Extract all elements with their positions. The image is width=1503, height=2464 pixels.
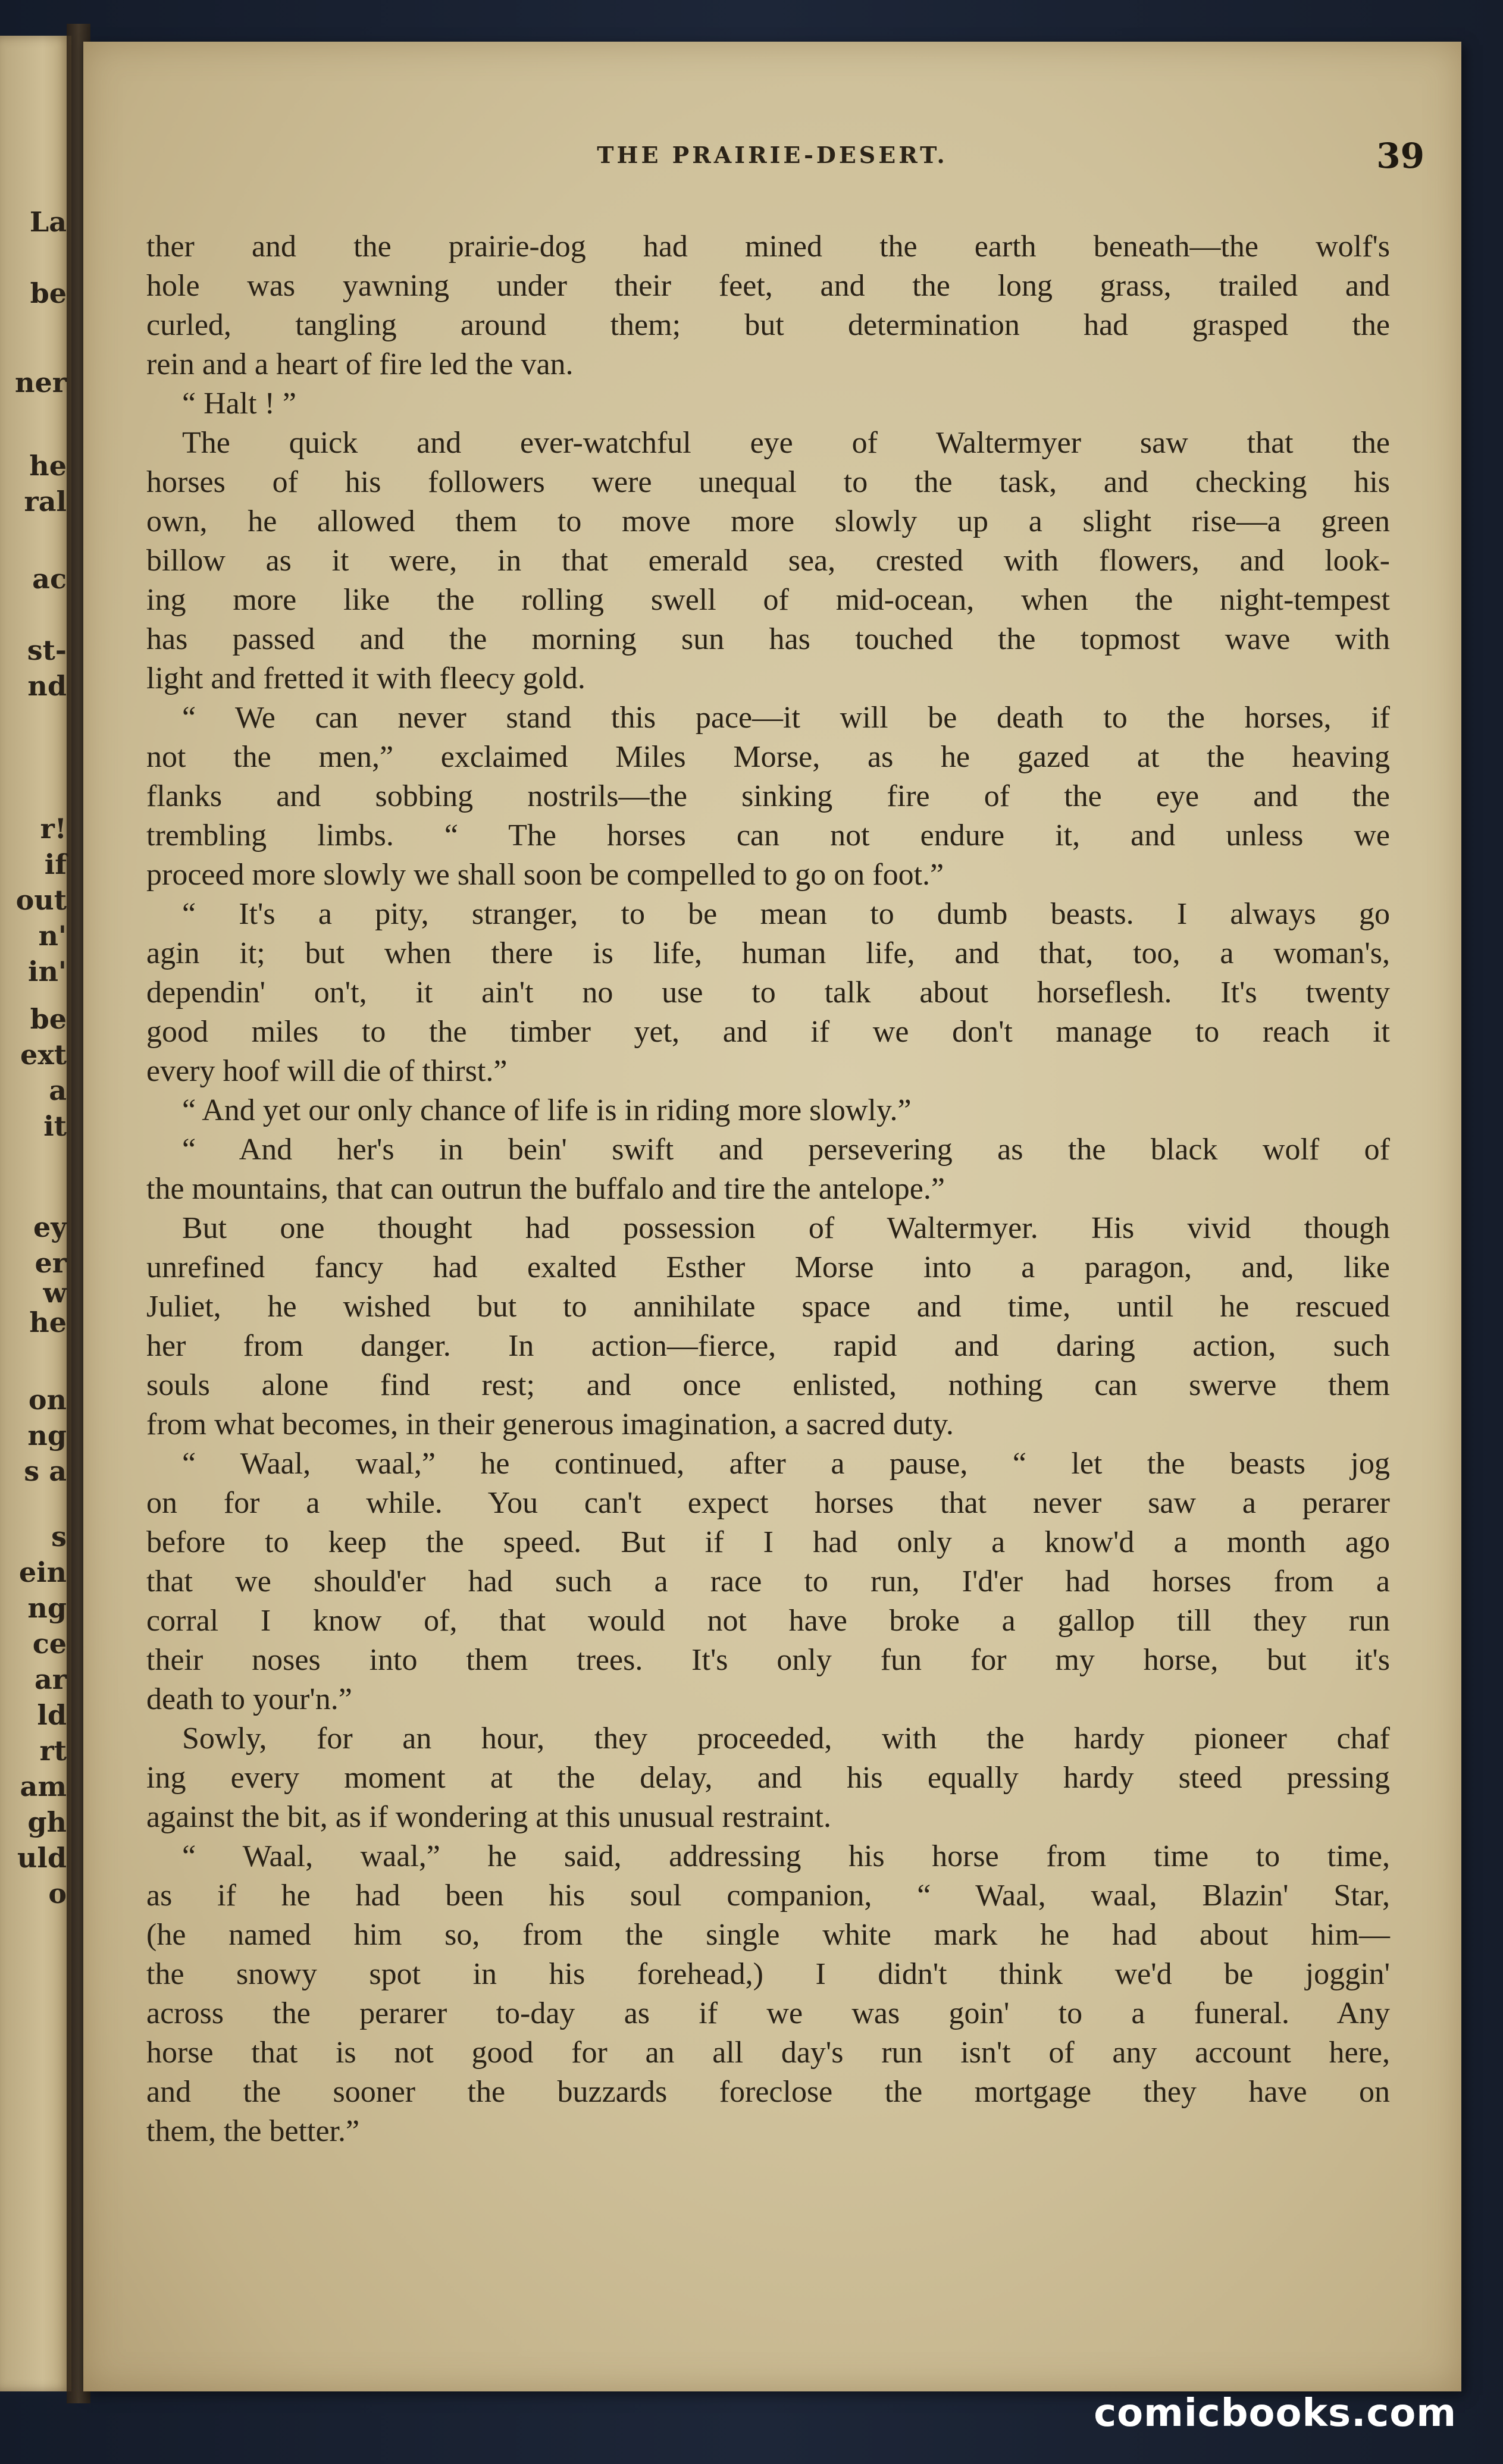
facing-page-fragment: st- [27,634,67,666]
text-line: Sowly, for an hour, they proceeded, with the hardy pioneer chaf [182,1722,1390,1755]
facing-page-fragment: o [48,1877,67,1910]
text-line: horse that is not good for an all day's run isn't of any account here, [146,2036,1390,2070]
facing-page-fragment: gh [27,1806,67,1838]
facing-page-fragment: La [29,206,67,238]
text-line: every hoof will die of thirst.” [146,1054,508,1088]
facing-page-fragment: r! [40,813,67,845]
book-page [83,42,1461,2391]
text-line: But one thought had possession of Waltermyer. His vivid though [182,1211,1390,1245]
text-line: before to keep the speed. But if I had only a know'd a month ago [146,1525,1390,1559]
text-line: hole was yawning under their feet, and the long grass, trailed and [146,269,1390,303]
text-line: good miles to the timber yet, and if we don't manage to reach it [146,1015,1390,1049]
text-line: “ Waal, waal,” he said, addressing his horse from time to time, [182,1839,1390,1873]
body-text [146,227,1390,2151]
text-line: “ And yet our only chance of life is in riding more slowly.” [182,1093,912,1127]
text-line: souls alone find rest; and once enlisted, nothing can swerve them [146,1368,1390,1402]
facing-page-fragment: he [29,450,67,482]
text-line: the snowy spot in his forehead,) I didn't think we'd be joggin' [146,1957,1390,1991]
facing-page-fragment: ng [27,1592,67,1624]
facing-page-fragment: n' [38,920,67,952]
text-line: (he named him so, from the single white mark he had about him— [146,1918,1390,1952]
text-line: rein and a heart of fire led the van. [146,347,574,381]
text-line: ing every moment at the delay, and his equally hardy steed pressing [146,1761,1390,1795]
facing-page-fragment: ein [18,1556,67,1588]
text-line: proceed more slowly we shall soon be compelled to go on foot.” [146,858,944,892]
facing-page-fragment: er [35,1247,67,1279]
text-line: billow as it were, in that emerald sea, crested with flowers, and look- [146,544,1390,578]
text-line: as if he had been his soul companion, “ Waal, waal, Blazin' Star, [146,1879,1390,1913]
facing-page-fragment: out [15,884,67,916]
text-line: horses of his followers were unequal to the task, and checking his [146,465,1390,499]
text-line: not the men,” exclaimed Miles Morse, as he gazed at the heaving [146,740,1390,774]
text-line: ing more like the rolling swell of mid-ocean, when the night-tempest [146,583,1390,617]
facing-page-edge [0,36,71,2391]
facing-page-fragment: am [20,1770,67,1802]
text-line: “ Halt ! ” [182,387,297,421]
facing-page-fragment: ac [32,563,67,595]
text-line: “ It's a pity, stranger, to be mean to dumb beasts. I always go [182,897,1390,931]
facing-page-fragment: rt [39,1735,67,1767]
text-line: The quick and ever-watchful eye of Waltermyer saw that the [182,426,1390,460]
text-line: curled, tangling around them; but determination had grasped the [146,308,1390,342]
facing-page-fragment: ey [33,1211,67,1243]
facing-page-fragment: a [49,1074,67,1106]
text-line: light and fretted it with fleecy gold. [146,662,585,695]
text-line: the mountains, that can outrun the buffalo and tire the antelope.” [146,1172,945,1206]
facing-page-fragment: ext [20,1039,67,1071]
facing-page-fragment: he [29,1306,67,1338]
text-line: unrefined fancy had exalted Esther Morse into a paragon, and, like [146,1250,1390,1284]
facing-page-fragment: s a [24,1455,67,1487]
text-line: agin it; but when there is life, human life, and that, too, a woman's, [146,936,1390,970]
text-line: own, he allowed them to move more slowly up a slight rise—a green [146,504,1390,538]
facing-page-fragment: ar [34,1663,67,1695]
facing-page-fragment: nd [27,670,67,702]
facing-page-fragment: w [43,1277,67,1309]
facing-page-fragment: ral [24,485,67,518]
text-line: their noses into them trees. It's only fun for my horse, but it's [146,1643,1390,1677]
watermark: comicbooks.com [1094,2391,1457,2435]
facing-page-fragment: ld [37,1699,67,1731]
facing-page-fragment: s [51,1521,67,1553]
text-line: that we should'er had such a race to run, I'd'er had horses from a [146,1565,1390,1598]
text-line: “ We can never stand this pace—it will be death to the horses, if [182,701,1390,735]
facing-page-fragment: ner [15,366,67,399]
text-line: on for a while. You can't expect horses that never saw a perarer [146,1486,1390,1520]
facing-page-fragment: be [30,1003,67,1035]
text-line: “ And her's in bein' swift and persevering as the black wolf of [182,1133,1390,1167]
running-title: THE PRAIRIE-DESERT. [597,142,948,168]
text-line: her from danger. In action—fierce, rapid and daring action, such [146,1329,1390,1363]
text-line: “ Waal, waal,” he continued, after a pause, “ let the beasts jog [182,1447,1390,1481]
facing-page-fragment: uld [17,1842,67,1874]
facing-page-fragment: ce [32,1628,67,1660]
text-line: trembling limbs. “ The horses can not endure it, and unless we [146,819,1390,852]
page-number: 39 [1376,136,1424,176]
text-line: from what becomes, in their generous imagination, a sacred duty. [146,1407,954,1441]
facing-page-fragment: ng [27,1419,67,1452]
text-line: corral I know of, that would not have broke a gallop till they run [146,1604,1390,1638]
text-line: against the bit, as if wondering at this unusual restraint. [146,1800,831,1834]
text-line: across the perarer to-day as if we was goin' to a funeral. Any [146,1996,1390,2030]
text-line: ther and the prairie-dog had mined the earth beneath—the wolf's [146,230,1390,264]
facing-page-fragment: on [28,1384,67,1416]
text-line: has passed and the morning sun has touched the topmost wave with [146,622,1390,656]
text-line: and the sooner the buzzards foreclose the mortgage they have on [146,2075,1390,2109]
facing-page-fragment: if [44,848,67,880]
text-line: dependin' on't, it ain't no use to talk about horseflesh. It's twenty [146,976,1390,1010]
facing-page-fragment: it [43,1110,67,1142]
facing-page-fragment: in' [27,955,67,988]
facing-page-fragment: be [30,277,67,309]
text-line: flanks and sobbing nostrils—the sinking fire of the eye and the [146,779,1390,813]
running-head [83,136,1461,177]
text-line: Juliet, he wished but to annihilate space and time, until he rescued [146,1290,1390,1324]
text-line: death to your'n.” [146,1682,352,1716]
text-line: them, the better.” [146,2114,360,2148]
